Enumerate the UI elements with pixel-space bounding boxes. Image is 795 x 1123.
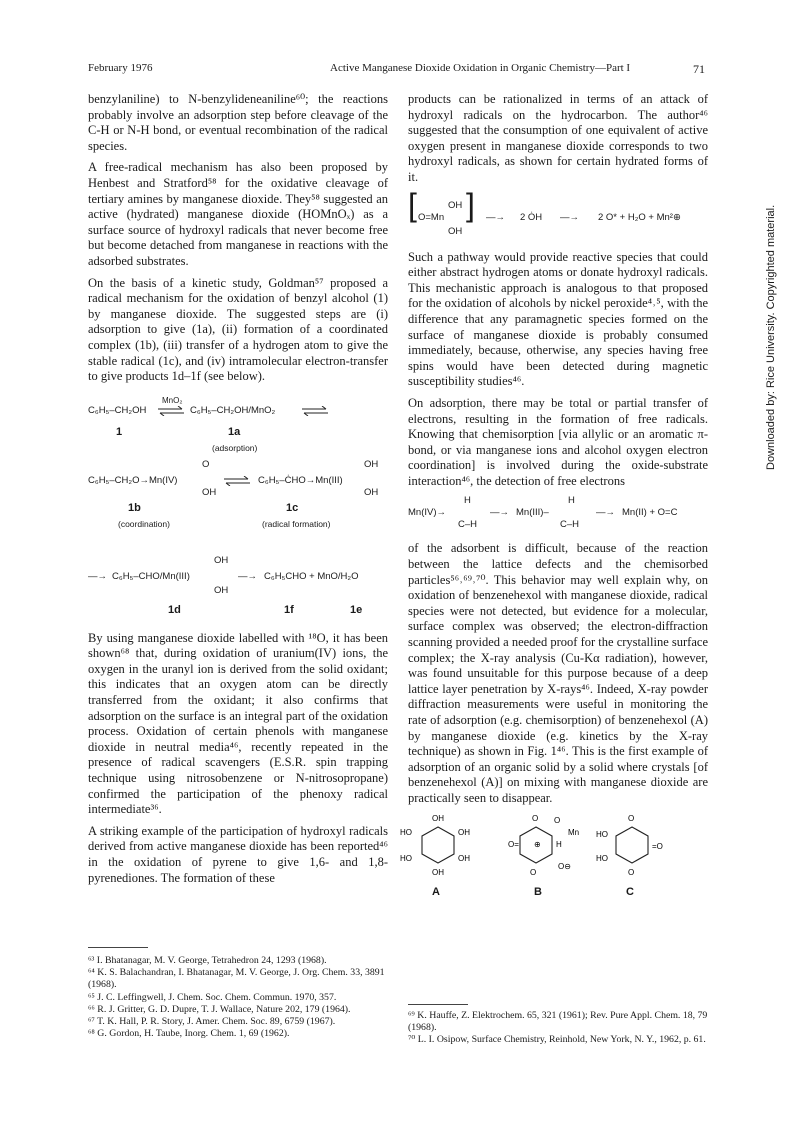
hydroxyl-radical-equation — [408, 186, 708, 242]
bracket-right: ] — [466, 186, 475, 223]
svg-text:OH: OH — [458, 853, 470, 863]
scheme-oh-4: OH — [364, 486, 379, 498]
compound-label-B: B — [534, 885, 542, 898]
download-watermark: Downloaded by: Rice University. Copyrighted material. — [765, 204, 777, 470]
eq3-ch-2: C–H — [560, 519, 580, 531]
surface-complex-structure — [500, 813, 590, 883]
svg-text:O: O — [628, 867, 635, 877]
reference-67: ⁶⁷ T. K. Hall, P. R. Story, J. Amer. Chem. Soc. 89, 6759 (1967). — [88, 1016, 336, 1028]
compound-label-A: A — [432, 885, 440, 898]
scheme-oh-5: OH — [214, 554, 229, 566]
scheme-benzyl-alcohol: C₆H₅–CH₂OH — [88, 404, 147, 416]
left-paragraph-2: A free-radical mechanism has also been proposed by Henbest and Stratford⁵⁸ for the oxidative cleavage of tertiary amines by manganese dioxide. They⁵⁸ suggested an active (hydrated) manganese dioxide (HOMnOₓ) as a surface source of hydroxyl radicals that never become free but become detached from manganese in reactions with the adsorbed substrates. — [88, 160, 388, 268]
compound-label-1f: 1f — [284, 603, 294, 616]
eq3-mn-iv: Mn(IV)→ — [408, 507, 446, 519]
eq3-arrow-2: —→ — [596, 507, 615, 519]
eq-hydroxyl-radicals: 2 ȮH — [520, 211, 543, 223]
benzenehexol-structure — [398, 813, 478, 883]
eq-products: 2 O* + H₂O + Mn²⊕ — [598, 211, 681, 223]
equilibrium-arrow-2 — [302, 406, 328, 416]
reference-68: ⁶⁸ G. Gordon, H. Taube, Inorg. Chem. 1, 69 (1962). — [88, 1028, 290, 1040]
svg-text:O: O — [628, 813, 635, 823]
reference-69: ⁶⁹ K. Hauffe, Z. Elektrochem. 65, 321 (1961); Rev. Pure Appl. Chem. 18, 79 (1968). — [408, 1010, 708, 1034]
equilibrium-arrow-3 — [224, 476, 250, 486]
svg-text:HO: HO — [596, 853, 608, 863]
scheme-radical-complex: C₆H₅–ĊHO→Mn(III) — [258, 474, 343, 486]
header-date: February 1976 — [88, 62, 153, 74]
scheme-oh-6: OH — [214, 584, 229, 596]
benzyl-alcohol-scheme — [88, 393, 388, 625]
manganese-reduction-equation — [408, 493, 708, 535]
scheme-reagent-mno2: MnO₂ — [162, 395, 183, 405]
compound-label-1b: 1b — [128, 501, 141, 514]
left-paragraph-1: benzylaniline) to N-benzylideneaniline⁶⁰; the reactions probably involve an adsorption step before cleavage of the C-H or N-H bond, or eventual recombination of the radical species. — [88, 92, 388, 153]
right-paragraph-4: of the adsorbent is difficult, because of the reaction between the lattice defects and the chemisorbed particles⁵⁶˒⁶⁹˒⁷⁰. This behavior may well explain why, on oxidation of benzenehexol with manganese dioxide, radical species were not detected, but evidence for a molecular, surface complex was observed; the electron-diffraction scanning provided a needed proof for the crystalline surface complex; the X-ray analysis (Cu-Kα radiation), however, was found unsuitable for this purpose because of a deep lattice layer penetration by X-rays⁴⁶. Indeed, X-ray powder diffraction measurements were useful in monitoring the rate of adsorption (e.g. chemisorption) of benzenehexol (A) by manganese dioxide (e.g. kinetics by the X-ray technique) as shown in Fig. 1⁴⁶. This is the first example of adsorption of an organic solid by a solid where crystals [of benzenehexol (A)] on mixing with manganese dioxide are practically seen to disappear. — [408, 541, 708, 805]
structures-abc — [400, 813, 708, 901]
compound-label-1a: 1a — [228, 425, 241, 438]
compound-label-1d: 1d — [168, 603, 181, 616]
eq3-ch-1: C–H — [458, 519, 478, 531]
right-paragraph-1: products can be rationalized in terms of an attack of hydroxyl radicals on the hydrocarbon. The author⁴⁶ suggested that the consumption of one equivalent of active oxygen present in manganese dioxide corresponds to two hydroxyl radicals, as shown for certain hydrated forms of it. — [408, 92, 708, 184]
label-radical-formation: (radical formation) — [262, 518, 331, 529]
eq3-arrow-1: —→ — [490, 507, 509, 519]
eq-mn-oxo: O=Mn — [418, 211, 445, 223]
bracket-left: [ — [408, 186, 417, 223]
footnote-rule-left — [88, 947, 148, 948]
svg-text:O: O — [530, 867, 537, 877]
left-paragraph-5: A striking example of the participation of hydroxyl radicals derived from active manganese dioxide has been reported⁴⁶ in the oxidation of pyrene to give 1,6- and 1,8-pyrenediones. The formation of these — [88, 823, 388, 885]
eq-oh-bottom: OH — [448, 225, 463, 237]
compound-label-1c: 1c — [286, 501, 299, 514]
scheme-oh-3: OH — [364, 458, 379, 470]
scheme-arrow-1: —→ — [88, 570, 107, 582]
footnotes-right — [408, 1010, 708, 1047]
svg-text:HO: HO — [400, 853, 412, 863]
svg-text:O⊖: O⊖ — [558, 861, 571, 871]
svg-text:O: O — [554, 815, 561, 825]
svg-text:HO: HO — [400, 827, 412, 837]
svg-text:O=: O= — [508, 839, 519, 849]
compound-label-C: C — [626, 885, 634, 898]
scheme-oh-2: OH — [202, 486, 217, 498]
label-adsorption: (adsorption) — [212, 442, 258, 453]
eq-oh-top: OH — [448, 199, 463, 211]
quinone-structure — [596, 813, 676, 883]
svg-text:OH: OH — [458, 827, 470, 837]
compound-label-1: 1 — [116, 425, 123, 438]
right-paragraph-2: Such a pathway would provide reactive species that could either abstract hydrogen atoms or donate hydroxyl radicals. This mechanistic approach is analogous to that proposed for the oxidation of alcohols by nickel peroxide⁴˒⁵, with the difference that any paramagnetic species formed on the surface of manganese dioxide is probably consumed immediately, because, otherwise, any species having free spins would have been detected during magnetic susceptibility studies⁴⁶. — [408, 249, 708, 389]
svg-text:H: H — [556, 839, 562, 849]
right-column — [400, 92, 708, 901]
label-coordination: (coordination) — [118, 518, 170, 529]
svg-text:O: O — [532, 813, 539, 823]
eq3-h-2: H — [568, 495, 575, 507]
eq3-mn-iii: Mn(III)– — [516, 507, 549, 519]
reference-70: ⁷⁰ L. I. Osipow, Surface Chemistry, Reinhold, New York, N. Y., 1962, p. 61. — [408, 1034, 706, 1046]
eq3-mn-ii: Mn(II) + O=C — [622, 507, 678, 519]
eq-arrow-1: —→ — [486, 211, 505, 223]
right-paragraph-3: On adsorption, there may be total or partial transfer of electrons, resulting in the formation of free radicals. Knowing that chemisorption [via allylic or an aromatic π-bond, or via manganese ions and alcohol oxygen electron coordination] is involved during the oxide-substrate interaction⁴⁶, the detection of free electrons — [408, 395, 708, 488]
equilibrium-arrow-1 — [158, 406, 184, 416]
left-paragraph-4: By using manganese dioxide labelled with ¹⁸O, it has been shown⁶⁸ that, during oxidation of uranium(IV) ions, the oxygen in the uranyl ion is derived from the solid oxidant; this indicates that an oxygen atom can be directly transferred from the oxidant; it also confirms that adsorption on the surface is an integral part of the oxidation process. Oxidation of certain phenols with manganese dioxide in neutral media⁴⁶, recently repeated in the presence of radical scavengers (E.S.R. spin trapping technique using nitrosobenzene or N-nitrosopropane) confirmed the participation of the phenoxy radical intermediate³⁶. — [88, 630, 388, 817]
eq-arrow-2: —→ — [560, 211, 579, 223]
reference-65: ⁶⁵ J. C. Leffingwell, J. Chem. Soc. Chem. Commun. 1970, 357. — [88, 991, 337, 1003]
svg-text:=O: =O — [652, 841, 663, 851]
eq3-h-1: H — [464, 495, 471, 507]
scheme-adsorbed-complex: C₆H₅–CH₂OH/MnO₂ — [190, 404, 276, 416]
svg-text:⊕: ⊕ — [534, 839, 541, 849]
scheme-aldehyde-complex: C₆H₅–CHO/Mn(III) — [112, 570, 190, 582]
svg-text:Mn: Mn — [568, 827, 580, 837]
footnote-rule-right — [408, 1004, 468, 1005]
left-column — [88, 92, 388, 890]
compound-label-1e: 1e — [350, 603, 363, 616]
left-paragraph-3: On the basis of a kinetic study, Goldman⁵⁷ proposed a radical mechanism for the oxidation of benzyl alcohol (1) by manganese dioxide. The suggested steps are (i) adsorption to give (1a), (ii) formation of a coordinated complex (1b), (iii) transfer of a hydrogen atom to give the stable radical (1c), and (iv) intramolecular electron-transfer to give products 1d–1f (see below). — [88, 275, 388, 384]
page-number: 71 — [693, 62, 705, 76]
reference-64: ⁶⁴ K. S. Balachandran, I. Bhatanagar, M. V. George, J. Org. Chem. 33, 3891 (1968). — [88, 967, 385, 991]
svg-text:OH: OH — [432, 813, 444, 823]
reference-63: ⁶³ I. Bhatanagar, M. V. George, Tetrahedron 24, 1293 (1968). — [88, 955, 327, 966]
footnotes-left — [88, 955, 388, 1040]
scheme-arrow-2: —→ — [238, 570, 257, 582]
scheme-coordinated-complex: C₆H₅–CH₂O→Mn(IV) — [88, 474, 178, 486]
svg-text:OH: OH — [432, 867, 444, 877]
running-title: Active Manganese Dioxide Oxidation in Organic Chemistry—Part I — [330, 62, 631, 74]
scheme-products: C₆H₅CHO + MnO/H₂O — [264, 570, 359, 582]
svg-text:HO: HO — [596, 829, 608, 839]
reference-66: ⁶⁶ R. J. Gritter, G. D. Dupre, T. J. Wallace, Nature 202, 179 (1964). — [88, 1003, 351, 1015]
scheme-oh-1: O — [202, 458, 210, 470]
